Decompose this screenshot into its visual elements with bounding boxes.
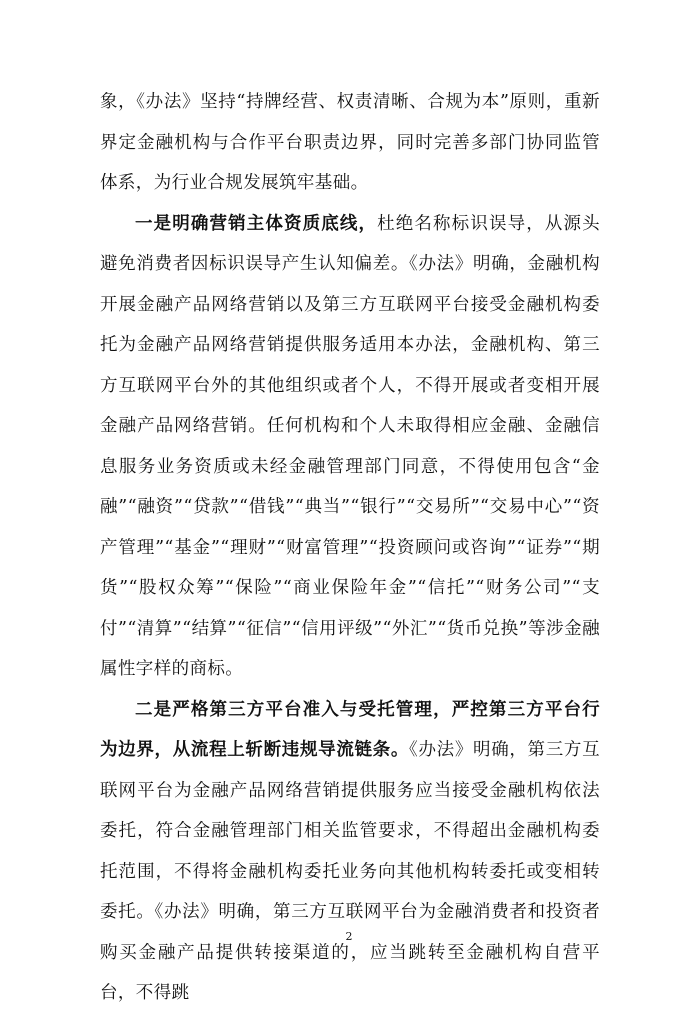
paragraph-continuation bbox=[100, 82, 600, 204]
paragraph-text: 杜绝名称标识误导，从源头避免消费者因标识误导产生认知偏差。《办法》明确，金融机构开展金融产品网络营销以及第三方互联网平台接受金融机构委托为金融产品网络营销提供服务适用本办法，金融机构、第三方互联网平台外的其他组织或者个人，不得开展或者变相开展金融产品网络营销。任何机构和个人未取得相应金融、金融信息服务业务资质或未经金融管理部门同意，不得使用包含“金融”“融资”“贷款”“借钱”“典当”“银行”“交易所”“交易中心”“资产管理”“基金”“理财”“财富管理”“投资顾问或咨询”“证券”“期货”“股权众筹”“保险”“商业保险年金”“信托”“财务公司”“支付”“清算”“结算”“征信”“信用评级”“外汇”“货币兑换”等涉金融属性字样的商标。 bbox=[100, 213, 600, 679]
paragraph-text: 象，《办法》坚持“持牌经营、权责清晰、合规为本”原则，重新界定金融机构与合作平台职责边界，同时完善多部门协同监管体系，为行业合规发展筑牢基础。 bbox=[100, 92, 600, 193]
paragraph-lead-heading: 一是明确营销主体资质底线， bbox=[135, 213, 378, 234]
page-number: 2 bbox=[345, 930, 353, 943]
paragraph-lead-heading: 二是严格第三方平台准入与受托管理，严控第三方平台行为边界，从流程上斩断违规导流链条。 bbox=[100, 699, 600, 760]
paragraph-text: 《办法》明确，第三方互联网平台为金融产品网络营销提供服务应当接受金融机构依法委托，符合金融管理部门相关监管要求，不得超出金融机构委托范围，不得将金融机构委托业务向其他机构转委托或变相转委托。《办法》明确，第三方互联网平台为金融消费者和投资者购买金融产品提供转接渠道的，应当跳转至金融机构自营平台，不得跳 bbox=[100, 740, 600, 1003]
body-text bbox=[100, 82, 600, 1014]
paragraph-marketing-subject bbox=[100, 204, 600, 690]
paragraph-third-party-platform bbox=[100, 690, 600, 1014]
